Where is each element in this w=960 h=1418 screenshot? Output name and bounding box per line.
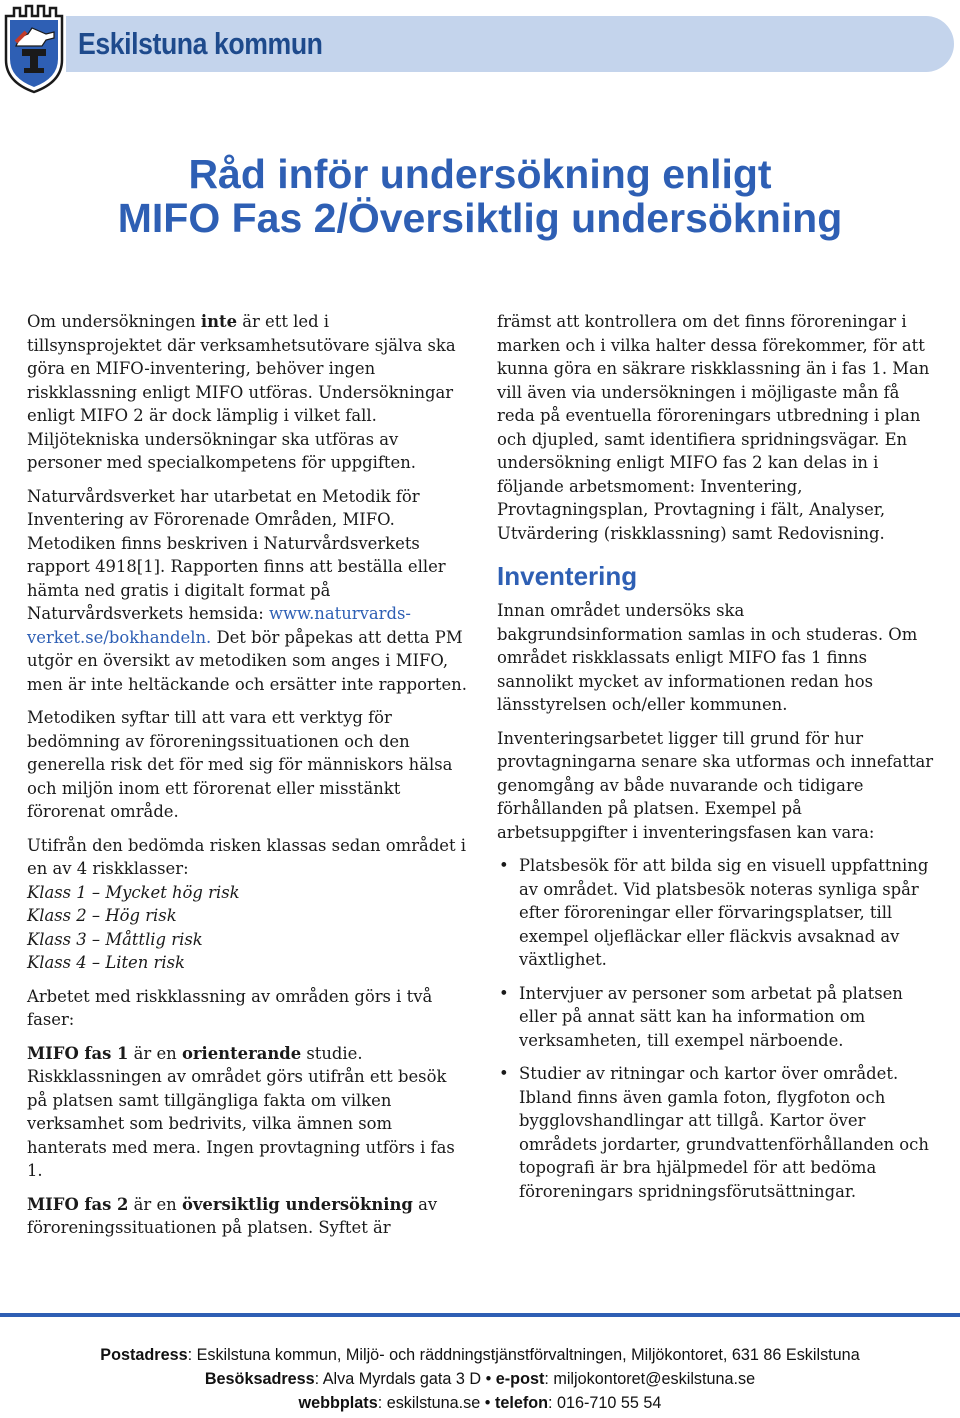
list-item: • Intervjuer av personer som arbetat på platsen eller på annat sätt kan ha information om verksamheten, till exempel närboende.: [499, 983, 903, 1050]
risk-class-intro: Utifrån den bedömda risken klassas sedan området i en av 4 riskklasser:: [27, 835, 467, 878]
section-heading-inventering: Inventering: [497, 561, 638, 591]
mifo-phase-1-paragraph: MIFO fas 1 är en orienterande studie. Riskklassningen av området görs utifrån ett besök på platsen samt tillgängliga fakta om vilken verksamhet som bedrivits, vilka ämnen som hanterats med mera. Ingen provtagning utförs i fas 1.: [27, 1043, 455, 1180]
header-banner: [66, 16, 954, 72]
purpose-paragraph: Metodiken syftar till att vara ett verktyg för bedömning av föroreningssituationen och den generella risk det för med sig för människors hälsa och miljön inom ett förorenat eller misstänkt förorenat område.: [27, 708, 453, 821]
page-footer: [0, 1343, 960, 1415]
inventering-paragraph-1: Innan området undersöks ska bakgrundsinformation samlas in och studeras. Om området riskklassats enligt MIFO fas 1 finns sannolikt mycket av informationen redan hos länsstyrelsen och/eller kommunen.: [497, 601, 918, 714]
left-column: [27, 310, 467, 1250]
bullet-icon: •: [499, 856, 509, 875]
naturvardsverket-link[interactable]: www.naturvards-verket.se/bokhandeln.: [27, 604, 411, 647]
phases-paragraph: Arbetet med riskklassning av områden görs i två faser:: [27, 986, 433, 1029]
bullet-icon: •: [499, 983, 509, 1003]
footer-website[interactable]: : eskilstuna.se: [377, 1394, 481, 1412]
page-title: [0, 152, 960, 240]
footer-divider: [0, 1313, 960, 1317]
risk-class-item: Klass 4 – Liten risk: [27, 953, 185, 972]
right-column: [497, 310, 935, 1213]
title-line-2: MIFO Fas 2/Översiktlig undersökning: [117, 195, 843, 241]
risk-class-item: Klass 3 – Måttlig risk: [27, 929, 203, 949]
inventering-paragraph-2: Inventeringsarbetet ligger till grund för hur provtagningarna senare ska utformas och innefattar genomgång av både nuvarande och tidigare förhållanden på platsen. Exempel på arbetsuppgifter i inventeringsfasen kan vara:: [497, 728, 934, 842]
task-list: [497, 854, 935, 1203]
bullet-icon: •: [499, 1064, 509, 1083]
purpose-continued-paragraph: främst att kontrollera om det finns föroreningar i marken och i vilka halter dessa förekommer, för att kunna göra en säkrare riskklassning än i fas 1. Man vill även via undersökningen i möjligaste mån få reda på eventuella föroreningars utbredning i plan och djupled, samt identifiera spridningsvägar. En undersökning enligt MIFO fas 2 kan delas in i följande arbetsmoment: Inventering, Provtagningsplan, Provtagning i fält, Analyser, Utvärdering (riskklassning) samt Redovisning.: [497, 312, 930, 543]
risk-class-item: Klass 1 – Mycket hög risk: [27, 882, 240, 902]
page-header: [0, 0, 960, 96]
footer-visit-address: Besöksadress: Alva Myrdals gata 3 D • e-post: miljokontoret@eskilstuna.se: [204, 1370, 756, 1388]
risk-class-list: [27, 881, 467, 975]
methodology-paragraph: Naturvårdsverket har utarbetat en Metodik för Inventering av Förorenade Områden, MIFO. Metodiken finns beskriven i Naturvårdsverkets rapport 4918[1]. Rapporten finns att beställa eller hämta ned gratis i digitalt format på Naturvårdsverkets hemsida: www.naturvards-verket.se/bokhandeln. Det bör påpekas att detta PM utgör en översikt av metodiken som anges i MIFO, men är inte heltäckande och ersätter inte rapporten.: [27, 486, 467, 694]
list-item: • Platsbesök för att bilda sig en visuell uppfattning av området. Vid platsbesök noteras synliga spår efter föroreningar eller förvaringsplatser, till exempel oljefläckar eller fläckvis avsaknad av växtlighet.: [499, 856, 929, 969]
mifo-phase-2-paragraph: MIFO fas 2 är en översiktlig undersökning av föroreningssituationen på platsen. Syftet är: [27, 1194, 438, 1237]
risk-class-item: Klass 2 – Hög risk: [27, 906, 177, 925]
intro-paragraph: Om undersökningen inte är ett led i tillsynsprojektet där verksamhetsutövare själva ska göra en MIFO-inventering, behöver ingen riskklassning enligt MIFO utföras. Undersökningar enligt MIFO 2 är dock lämplig i vilket fall. Miljötekniska undersökningar ska utföras av personer med specialkompetens för uppgiften.: [27, 312, 456, 472]
eskilstuna-coat-of-arms-icon: [2, 2, 66, 94]
list-item: • Studier av ritningar och kartor över området. Ibland finns även gamla foton, flygfoton och bygglovshandlingar att tillgå. Kartor över områdets jordarter, grundvattenförhållanden och topografi är bra hjälpmedel för att bedöma föroreningars spridningsförutsättningar.: [499, 1064, 929, 1201]
title-line-1: Råd inför undersökning enligt: [188, 151, 772, 197]
organization-name: Eskilstuna kommun: [78, 26, 323, 61]
footer-web-phone: webbplats: eskilstuna.se • telefon: 016-710 55 54: [298, 1394, 662, 1412]
footer-email[interactable]: : miljokontoret@eskilstuna.se: [544, 1370, 756, 1388]
footer-postal-address: Postadress: Eskilstuna kommun, Miljö- och räddningstjänstförvaltningen, Miljökontoret, 631 86 Eskilstuna: [100, 1346, 860, 1364]
